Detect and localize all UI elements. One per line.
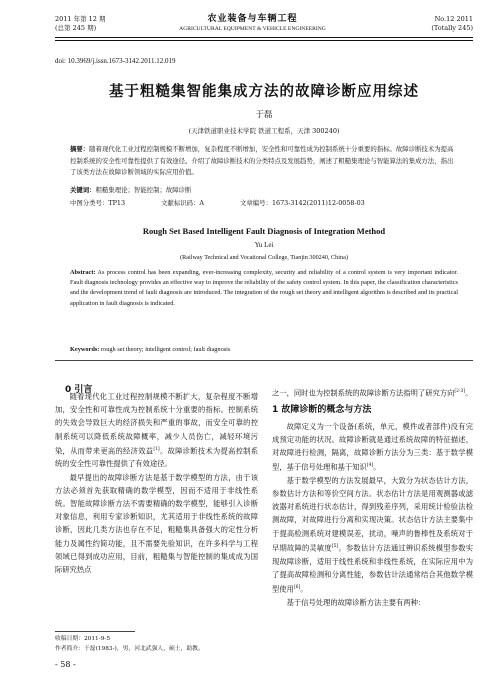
citation: [6] xyxy=(293,584,301,590)
citation: [5] xyxy=(331,543,339,549)
right-paragraph-0 xyxy=(272,385,473,400)
right-paragraph-1 xyxy=(272,420,473,474)
header-issue-cn: 2011 年第 12 期 xyxy=(55,15,106,23)
header-total-en: (Totally 245) xyxy=(431,23,473,32)
abstract-en-label: Abstract: xyxy=(70,269,96,276)
author: 于磊 xyxy=(255,110,273,120)
citation: [4] xyxy=(366,463,374,469)
abstract-en xyxy=(70,268,458,309)
doi: doi: 10.3969/j.issn.1673-3142.2011.12.019 xyxy=(55,57,176,65)
right-p0-end: 。 xyxy=(465,388,473,398)
header-issue-en: No.12 2011 xyxy=(434,15,473,23)
right-p2-mid: 。参数估计方法通过辨识系统模型参数实现故障诊断，适用于线性系统和非线性系统，在实际应用中为了提高故障检测和分离性能，参数估计法通常结合其他数学模型使用 xyxy=(272,543,474,594)
keywords-en xyxy=(70,346,458,353)
paper-title: 基于粗糙集智能集成方法的故障诊断应用综述 xyxy=(109,84,419,100)
abstract-divider xyxy=(55,360,473,361)
classification-meta xyxy=(70,198,458,207)
right-paragraph-3: 基于信号处理的故障诊断方法主要有两种： xyxy=(286,597,426,607)
header-journal-block xyxy=(150,14,355,33)
citation: [2-3] xyxy=(454,389,466,394)
intro-paragraph-1 xyxy=(55,390,258,471)
header-issue-block xyxy=(55,15,106,32)
right-paragraph-2 xyxy=(272,474,473,596)
abstract-cn-text: 随着现代化工业过程控制规模不断增加，复杂程度不断增加，安全性和可靠性成为控制系统十分重要的指标。故障诊断技术为提高控制系统的安全性可靠性提供了有效途径。介绍了故障诊断技术的分类特点及发展趋势，阐述了粗糙集理论与智能算法的集成方法，指出了该类方法在故障诊断领域的实际应用价值。 xyxy=(70,145,454,176)
right-p1-text: 故障定义为一个设备(系统，单元，模件或者部件)没有完成预定功能的状况。故障诊断就是通过系统故障的特征描述，对故障进行检测，隔离，故障诊断方法分为三类：基于数学模型，基于信号处理和基于知识 xyxy=(272,421,473,472)
header-total-cn: (总第 245 期) xyxy=(55,23,97,32)
article-number: 文章编号：1673-3142(2011)12-0058-03 xyxy=(240,199,365,207)
keywords-cn xyxy=(70,185,458,194)
section-heading-intro: 0 引言 xyxy=(65,385,93,395)
left-column xyxy=(55,390,258,576)
received-date: 收稿日期：2011-9-5 xyxy=(55,636,111,642)
abstract-en-text: As process control has been expanding, ever-increasing complexity, security and reliability of a control system is very important indicator. Fault diagnosis technology provides an effective way to improve the reliability of the safety control system. In this paper, the classification characteristics and the development trend of fault diagnosis are introduced. The integration of the rough set theory and intelligent algorithm is described and its practical application in fault diagnosis is indicated. xyxy=(70,269,458,307)
document-code: 文献标识码：A xyxy=(161,199,205,207)
english-author: Yu Lei xyxy=(254,241,274,249)
right-p1-end: 。 xyxy=(373,462,381,472)
keywords-cn-text: 粗糙集理论；智能控制；故障诊断 xyxy=(95,186,192,194)
affiliation: (天津铁道职业技术学院 铁道工程系，天津 300240) xyxy=(188,127,340,135)
english-title: Rough Set Based Intelligent Fault Diagnosis of Integration Method xyxy=(142,226,386,236)
section-heading-1: 1 故障诊断的概念与方法 xyxy=(272,404,372,415)
footnote xyxy=(55,635,204,654)
right-column xyxy=(272,385,473,609)
keywords-en-label: Keywords: xyxy=(70,346,100,353)
header-journal-en: AGRICULTURAL EQUIPMENT & VEHICLE ENGINEERING xyxy=(179,26,326,32)
english-affiliation: (Railway Technical and Vocational College, Tianjin 300240, China) xyxy=(180,254,348,261)
keywords-en-text: rough set theory; intelligent control; fault diagnosis xyxy=(100,346,231,353)
page-number: - 58 - xyxy=(55,660,76,669)
header-rule-thin xyxy=(55,40,473,41)
abstract-cn xyxy=(70,144,458,179)
citation: [1] xyxy=(153,446,160,452)
intro-paragraph-2: 最早提出的故障诊断方法是基于数学模型的方法，由于该方法必须首先获取精确的数学模型，因而不适用于非线性系统。智能故障诊断方法不需要精确的数学模型，能够引入诊断对象信息，利用专家诊断知识，尤其适用于非线性系统的故障诊断，因此几类方法也存在不足，粗糙集具备强大的定性分析能力及属性约简功能，且不需要先验知识，在许多科学与工程领域已得到成功应用，目前，粗糙集与智能控制的集成成为国际研究热点 xyxy=(55,472,258,575)
right-p0-text: 之一，同时也为控制系统的故障诊断方法指明了研究方向 xyxy=(272,388,455,398)
author-info: 作者简介：于磊(1983-)，男，河北武强人，硕士，助教。 xyxy=(55,645,204,652)
footnote-rule xyxy=(55,631,135,632)
right-p2-text: 基于数学模型的方法发展最早，大致分为状态估计方法，参数估计方法和等价空间方法。状态估计方法是用观测器或滤波器对系统进行状态估计，得到残差序列，采用统计检验法检测故障，对故障进行分离和实现决策。状态估计方法主要集中于提高检测系统对建模误差，扰动，噪声的鲁棒性及系统对于早期故障的灵敏度 xyxy=(272,475,473,553)
header-issue-en-block xyxy=(431,15,473,32)
header-rule-thick xyxy=(55,37,473,38)
intro-p1-end: 。故障诊断技术为提高控制系统的安全性可靠性提供了有效途径。 xyxy=(55,446,258,469)
abstract-cn-label: 摘要： xyxy=(70,145,90,153)
right-p2-end: 。 xyxy=(300,584,308,594)
intro-p1-text: 随着现代化工业过程控制规模不断扩大，复杂程度不断增加，安全性和可靠性成为控制系统十分重要的指标。控制系统的失效会导致巨大的经济损失和严重的事故，而安全可靠的控制系统可以降低系统故障概率，减少人员伤亡，减轻环境污染，从而带来更高的经济效益 xyxy=(55,392,258,456)
clc-number: 中图分类号：TP13 xyxy=(70,199,126,207)
keywords-cn-label: 关键词： xyxy=(70,186,96,194)
header-journal-cn: 农业装备与车辆工程 xyxy=(207,14,298,24)
